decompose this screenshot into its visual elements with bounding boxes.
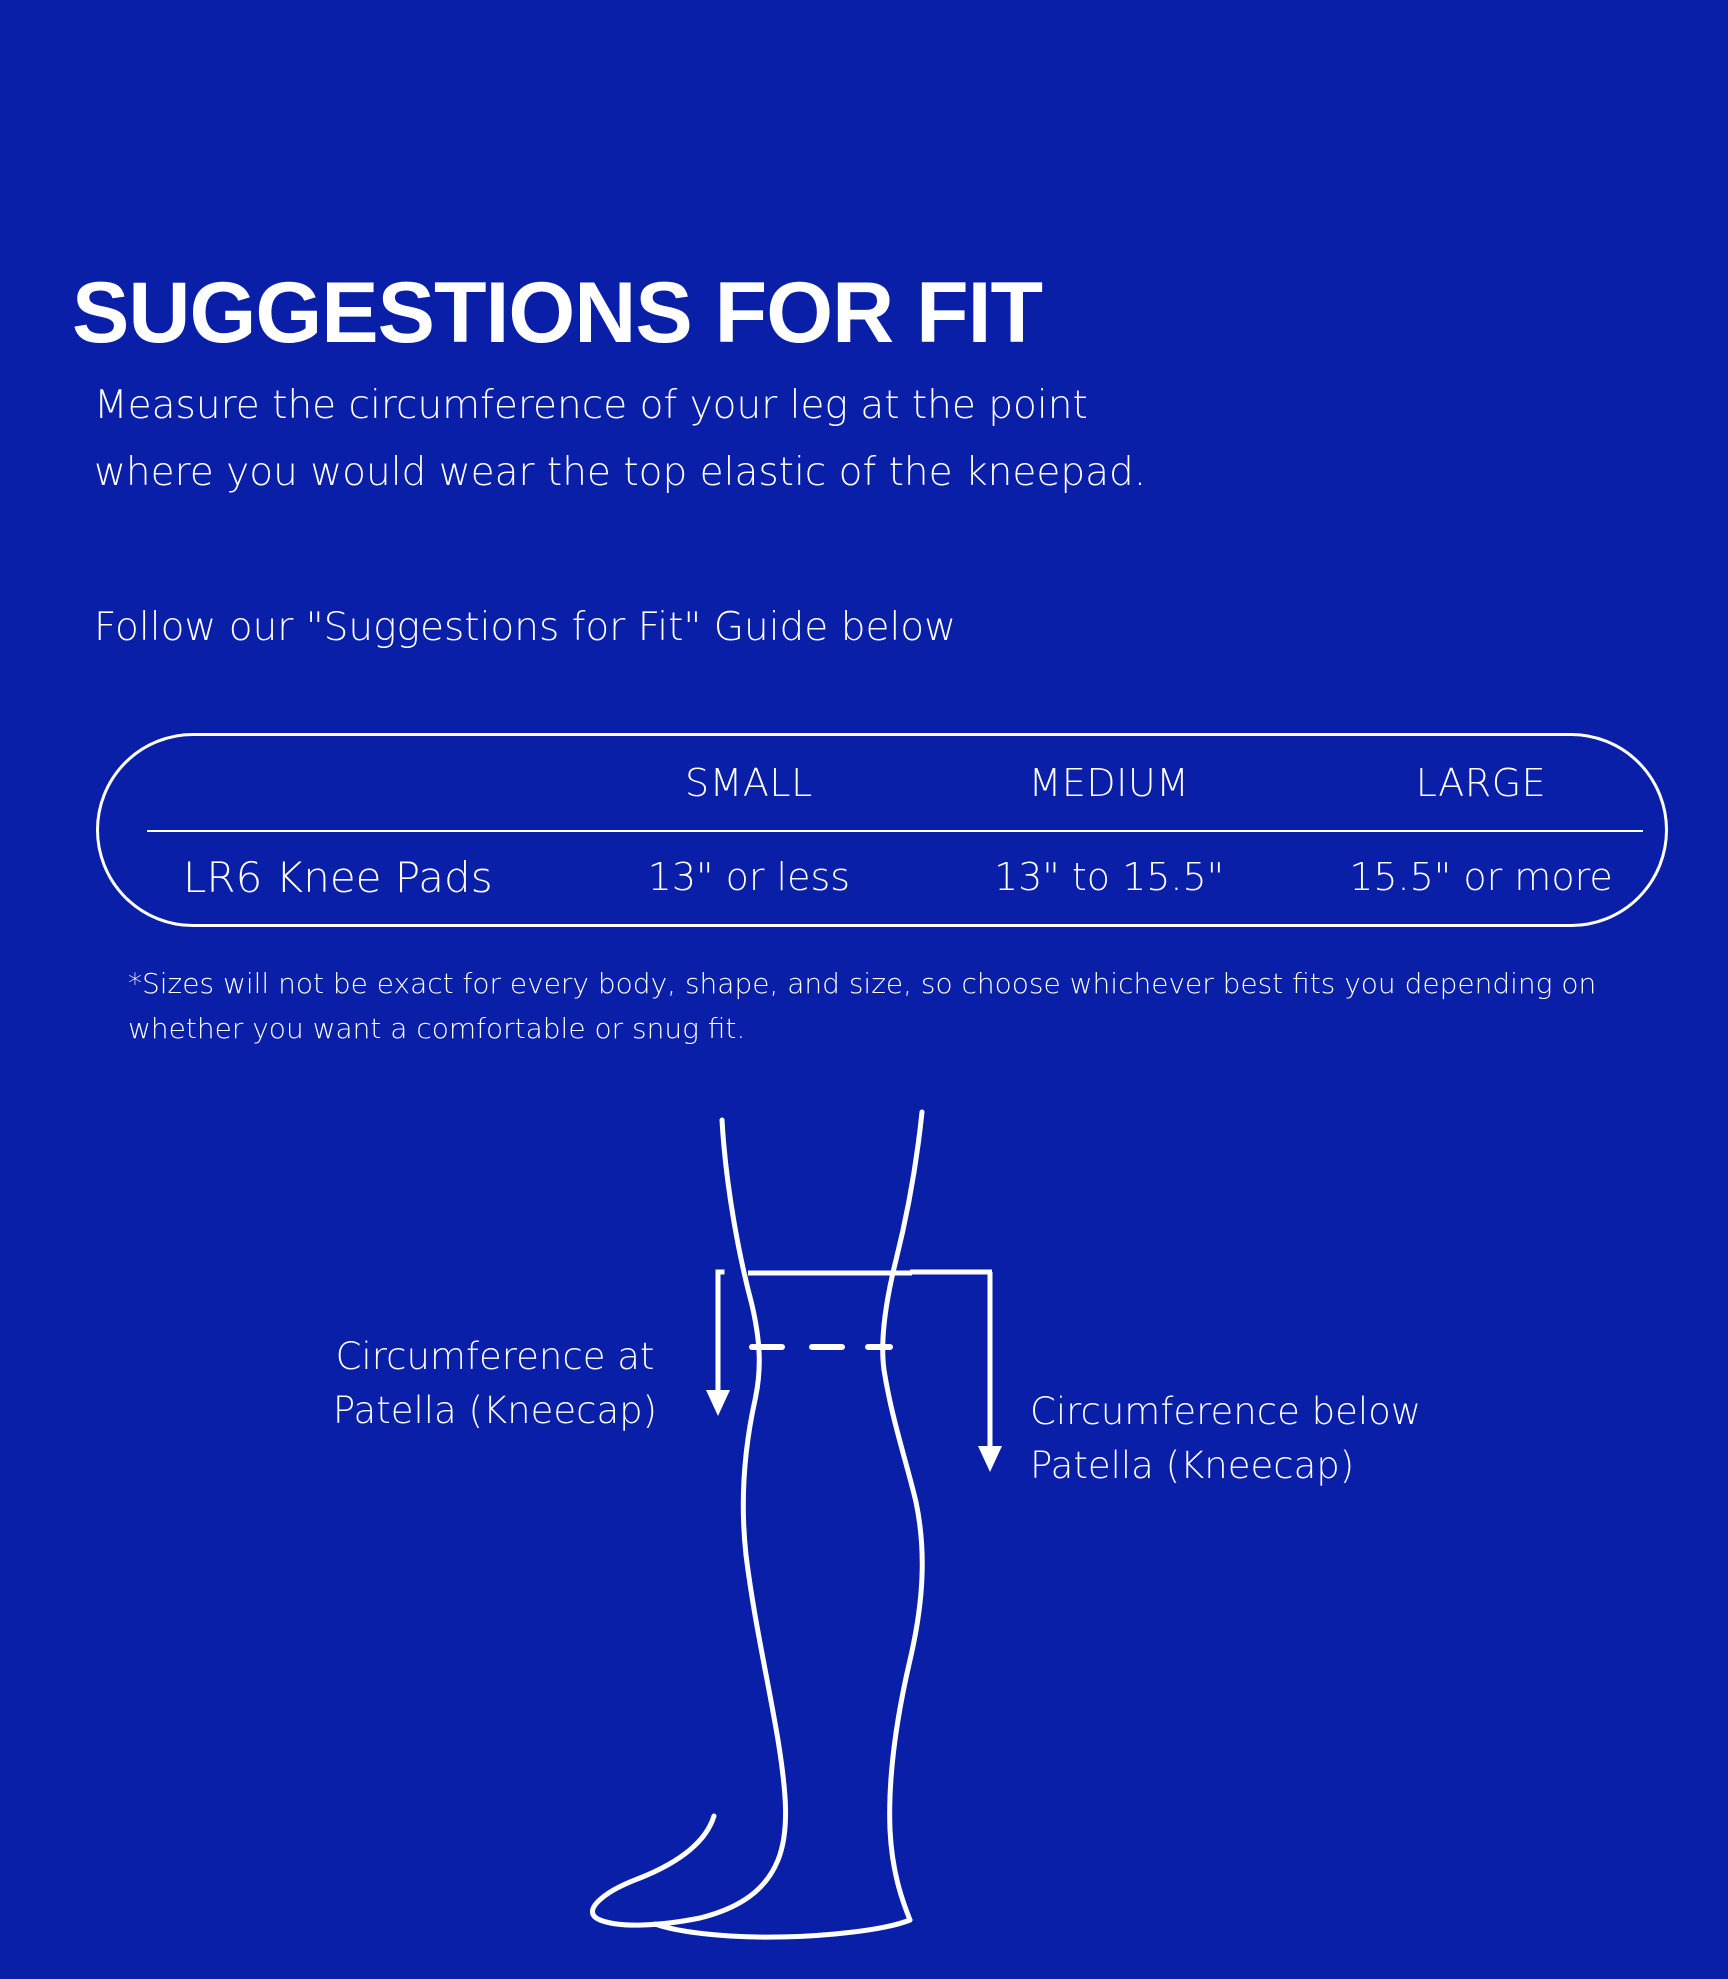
sizing-footnote: *Sizes will not be exact for every body, shape, and size, so choose whichever best fits you depending on whether you want a comfortable or snug fit. bbox=[128, 967, 1597, 1045]
table-header-small: SMALL bbox=[685, 761, 813, 805]
right-label-line-2: Patella (Kneecap) bbox=[1030, 1443, 1355, 1487]
left-arrow-head bbox=[706, 1390, 730, 1416]
size-chart-grid bbox=[99, 736, 1665, 924]
table-row-label-lr6: LR6 Knee Pads bbox=[183, 852, 493, 902]
size-chart-table bbox=[96, 733, 1668, 927]
follow-guide-text: Follow our "Suggestions for Fit" Guide below bbox=[94, 605, 957, 650]
table-header-large: LARGE bbox=[1415, 761, 1547, 805]
table-cell-medium: 13" to 15.5" bbox=[993, 855, 1225, 899]
left-label-line-2: Patella (Kneecap) bbox=[332, 1388, 658, 1432]
table-header-medium: MEDIUM bbox=[1028, 761, 1190, 805]
intro-line-2: where you would wear the top elastic of the kneepad. bbox=[94, 450, 1147, 496]
page-title: SUGGESTIONS FOR FIT bbox=[72, 264, 1043, 361]
intro-paragraph bbox=[94, 372, 1554, 506]
label-circumference-below-patella bbox=[1030, 1385, 1510, 1492]
intro-line-1: Measure the circumference of your leg at the point bbox=[94, 383, 1088, 428]
left-label-line-1: Circumference at bbox=[335, 1335, 655, 1378]
right-label-line-1: Circumference below bbox=[1030, 1390, 1422, 1433]
table-cell-small: 13" or less bbox=[647, 855, 851, 899]
leg-outline-illustration bbox=[0, 1100, 1728, 1960]
label-circumference-at-patella bbox=[300, 1330, 690, 1437]
right-arrow-head bbox=[978, 1446, 1002, 1472]
table-cell-large: 15.5" or more bbox=[1349, 855, 1613, 899]
measurement-diagram bbox=[0, 1100, 1728, 1960]
